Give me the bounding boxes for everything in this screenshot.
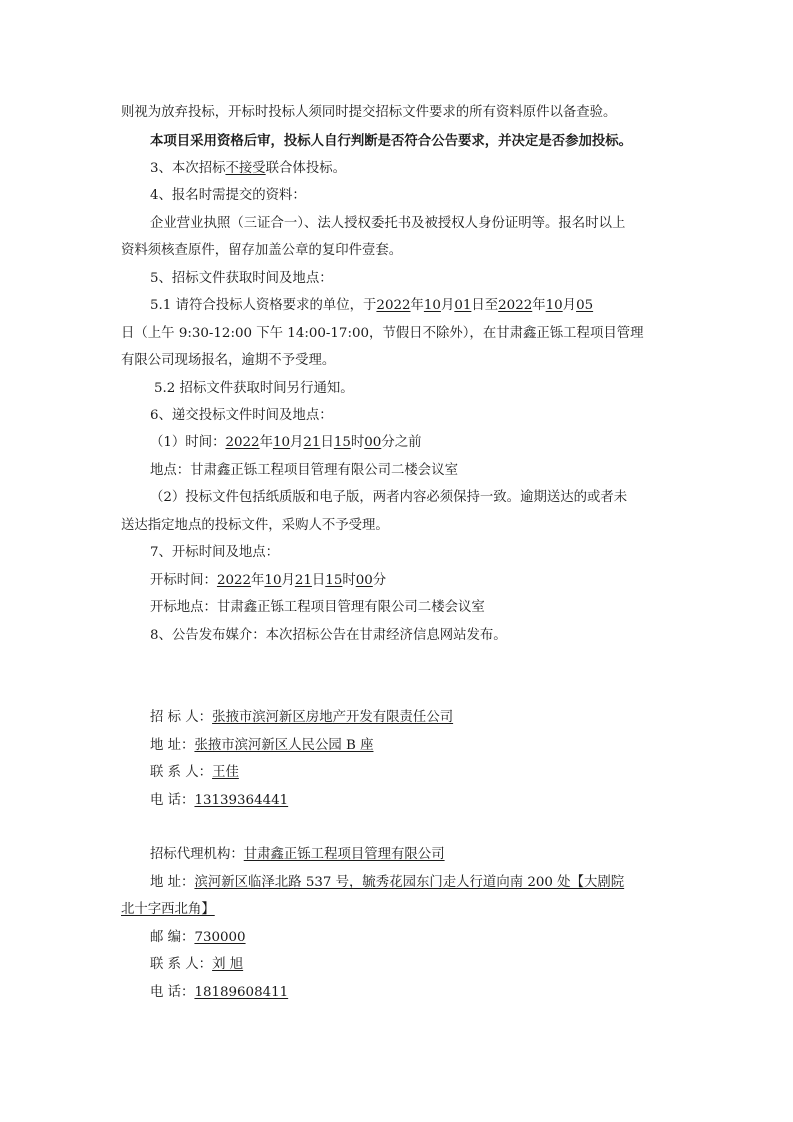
item-5-1-line-2: 日（上午 9:30-12:00 下午 14:00-17:00，节假日不除外），在甘肃鑫正铄工程项目管理 bbox=[121, 326, 644, 341]
tenderer-address: 地 址：张掖市滨河新区人民公园 B 座 bbox=[150, 738, 374, 753]
item-5-heading: 5、招标文件获取时间及地点： bbox=[150, 271, 333, 286]
item-3-consortium: 3、本次招标不接受联合体投标。 bbox=[150, 161, 346, 176]
qualification-statement: 本项目采用资格后审，投标人自行判断是否符合公告要求，并决定是否参加投标。 bbox=[150, 133, 633, 149]
item-5-1-line-1: 5.1 请符合投标人资格要求的单位，于2022年10月01日至2022年10月05 bbox=[150, 298, 594, 313]
tenderer-name: 招 标 人：张掖市滨河新区房地产开发有限责任公司 bbox=[150, 710, 454, 725]
item-5-2: 5.2 招标文件获取时间另行通知。 bbox=[154, 381, 354, 396]
item-4-heading: 4、报名时需提交的资料： bbox=[150, 188, 306, 203]
submission-place: 地点：甘肃鑫正铄工程项目管理有限公司二楼会议室 bbox=[150, 463, 458, 478]
submission-time: （1）时间：2022年10月21日15时00分之前 bbox=[150, 435, 422, 450]
submission-note-line-2: 送达指定地点的投标文件，采购人不予受理。 bbox=[121, 518, 389, 533]
item-6-heading: 6、递交投标文件时间及地点： bbox=[150, 408, 333, 423]
item-4-line-1: 企业营业执照（三证合一）、法人授权委托书及被授权人身份证明等。报名时以上 bbox=[150, 216, 626, 231]
opening-place: 开标地点：甘肃鑫正铄工程项目管理有限公司二楼会议室 bbox=[150, 600, 485, 615]
opening-time: 开标时间：2022年10月21日15时00分 bbox=[150, 573, 387, 588]
item-8-media: 8、公告发布媒介：本次招标公告在甘肃经济信息网站发布。 bbox=[150, 628, 507, 643]
agency-contact: 联 系 人：刘 旭 bbox=[150, 957, 244, 972]
tenderer-contact: 联 系 人：王佳 bbox=[150, 765, 239, 780]
agency-name: 招标代理机构：甘肃鑫正铄工程项目管理有限公司 bbox=[150, 847, 445, 862]
tenderer-phone: 电 话：13139364441 bbox=[150, 793, 289, 808]
item-4-line-2: 资料须核查原件，留存加盖公章的复印件壹套。 bbox=[121, 243, 403, 258]
agency-address-line-1: 地 址：滨河新区临泽北路 537 号，毓秀花园东门走人行道向南 200 处【大剧院 bbox=[150, 875, 625, 890]
submission-note-line-1: （2）投标文件包括纸质版和电子版，两者内容必须保持一致。逾期送达的或者未 bbox=[150, 490, 628, 505]
para-line-1: 则视为放弃投标，开标时投标人须同时提交招标文件要求的所有资料原件以备查验。 bbox=[121, 105, 617, 120]
not-accepted-text: 不接受 bbox=[225, 161, 266, 176]
agency-address-line-2: 北十字西北角】 bbox=[121, 902, 215, 917]
item-5-1-line-3: 有限公司现场报名，逾期不予受理。 bbox=[121, 353, 336, 368]
agency-postcode: 邮 编：730000 bbox=[150, 930, 246, 945]
item-7-heading: 7、开标时间及地点： bbox=[150, 545, 280, 560]
agency-phone: 电 话：18189608411 bbox=[150, 985, 289, 1000]
